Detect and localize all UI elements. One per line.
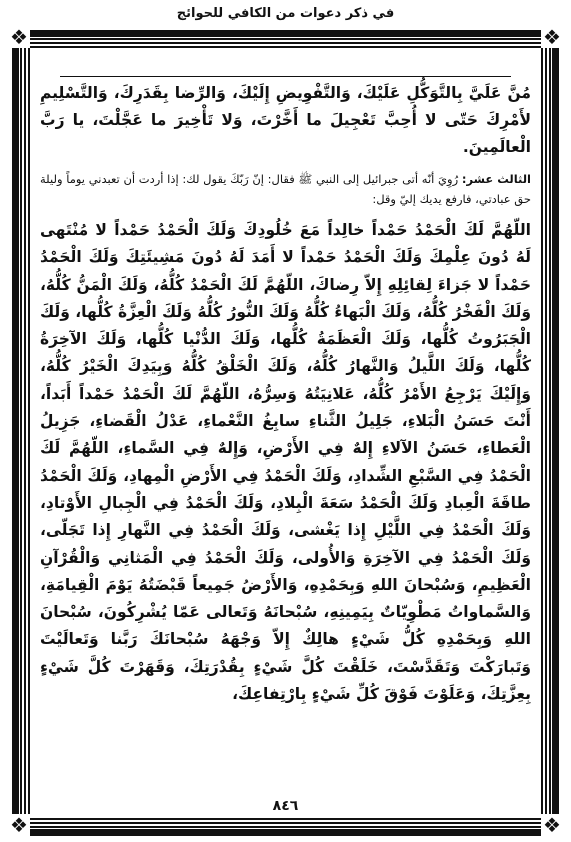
running-header-title: في ذكر دعوات من الكافي للحوائج bbox=[176, 6, 395, 21]
page-body bbox=[40, 80, 531, 708]
supplication-text: اللّهُمَّ لَكَ الْحَمْدُ حَمْداً خالِداً مَعَ خُلُودِكَ وَلَكَ الْحَمْدُ حَمْداً لا مُنْتَهى لَهُ دُونَ عِلْمِكَ وَلَكَ الْحَمْدُ حَمْداً لا أَمَدَ لَهُ دُونَ مَشِيئَتِكَ وَلَكَ الْحَمْدُ حَمْداً لا جَزاءَ لِقائِلِهِ إِلاّ رِضاكَ، اللّهُمَّ لَكَ الْحَمْدُ كُلُّهُ، وَلَكَ الْمَنُّ كُلُّهُ، وَلَكَ الْفَخْرُ كُلُّهُ، وَلَكَ الْبَهاءُ كُلُّهُ وَلَكَ النُّورُ كُلُّهُ وَلَكَ الْعِزَّةُ كُلُّها، وَلَكَ الْجَبَرُوتُ كُلُّها، وَلَكَ الْعَظَمَةُ كُلُّها، وَلَكَ الدُّنْيا كُلُّها، وَلَكَ الآخِرَةُ كُلُّها، وَلَكَ اللَّيلُ وَالنَّهارُ كُلُّهُ، وَلَكَ الْخَلْقُ كُلُّهُ وَبِيَدِكَ الْخَيْرُ كُلُّهُ، وَإِلَيْكَ يَرْجِعُ الأَمْرُ كُلُّهُ، عَلانِيَتُهُ وَسِرُّهُ، اللّهُمَّ لَكَ الْحَمْدُ حَمْداً أَبَداً، أَنْتَ حَسَنُ الْبَلاءِ، جَلِيلُ الثَّناءِ سابِغُ النَّعْماءِ، عَدْلُ الْقَضاءِ، جَزِيلُ الْعَطاءِ، حَسَنُ الآلاءِ إِلهٌ فِي الأَرْضِ، وَإِلهٌ فِي السَّماءِ، اللّهُمَّ لَكَ الْحَمْدُ فِي السَّبْعِ الشِّدادِ، وَلَكَ الْحَمْدُ فِي الأَرْضِ الْمِهادِ، وَلَكَ الْحَمْدُ طاقَةَ الْعِبادِ وَلَكَ الْحَمْدُ سَعَةَ الْبِلادِ، وَلَكَ الْحَمْدُ فِي الْجِبالِ الأَوْتادِ، وَلَكَ الْحَمْدُ فِي اللَّيْلِ إِذا يَغْشى، وَلَكَ الْحَمْدُ فِي النَّهارِ إِذا تَجَلّى، وَلَكَ الْحَمْدُ فِي الآخِرَةِ وَالأُولى، وَلَكَ الْحَمْدُ فِي الْمَثانِي وَالْقُرْآنِ الْعَظِيمِ، وَسُبْحانَ اللهِ وَبِحَمْدِهِ، وَالأَرْضُ جَمِيعاً قَبْضَتُهُ يَوْمَ الْقِيامَةِ، وَالسَّماواتُ مَطْوِيّاتٌ بِيَمِينِهِ، سُبْحانَهُ وَتَعالى عَمّا يُشْرِكُونَ، سُبْحانَ اللهِ وَبِحَمْدِهِ كُلُّ شَيْءٍ هالِكٌ إِلاّ وَجْهَهُ سُبْحانَكَ رَبَّنا وَتَعالَيْتَ وَتَبارَكْتَ وَتَقَدَّسْتَ، خَلَقْتَ كُلَّ شَيْءٍ بِقُدْرَتِكَ، وَقَهَرْتَ كُلَّ شَيْءٍ بِعِزَّتِكَ، وَعَلَوْتَ فَوْقَ كُلِّ شَيْءٍ بِارْتِفاعِكَ، bbox=[40, 221, 531, 704]
prayer-continuation: مُنَّ عَلَيَّ بِالتَّوَكُّلِ عَلَيْكَ، وَالتَّفْوِيضِ إِلَيْكَ، وَالرِّضا بِقَدَرِكَ، وَالتَّسْلِيمِ لأَمْرِكَ حَتّى لا أُحِبَّ تَعْجِيلَ ما أَخَّرْتَ، وَلا تَأْخِيرَ ما عَجَّلْتَ، يا رَبَّ الْعالَمِينَ. bbox=[40, 84, 531, 156]
narration-heading: الثالث عشر: bbox=[461, 172, 531, 186]
header-divider bbox=[60, 76, 511, 77]
corner-ornament-icon: ❖ bbox=[541, 26, 563, 48]
narration-paragraph bbox=[40, 169, 531, 209]
corner-ornament-icon: ❖ bbox=[8, 26, 30, 48]
page-number: ٨٤٦ bbox=[272, 798, 299, 814]
corner-ornament-icon: ❖ bbox=[541, 814, 563, 836]
narration-text: رُوِيَ أنّه أتى جبرائيل إلى النبي ﷺ فقال: إنّ رَبّكَ يقول لك: إذا أردت أن تعبدني يوماً وليلة حق عبادتي، فارفع يديك إليّ وقل: bbox=[40, 172, 531, 206]
corner-ornament-icon: ❖ bbox=[8, 814, 30, 836]
